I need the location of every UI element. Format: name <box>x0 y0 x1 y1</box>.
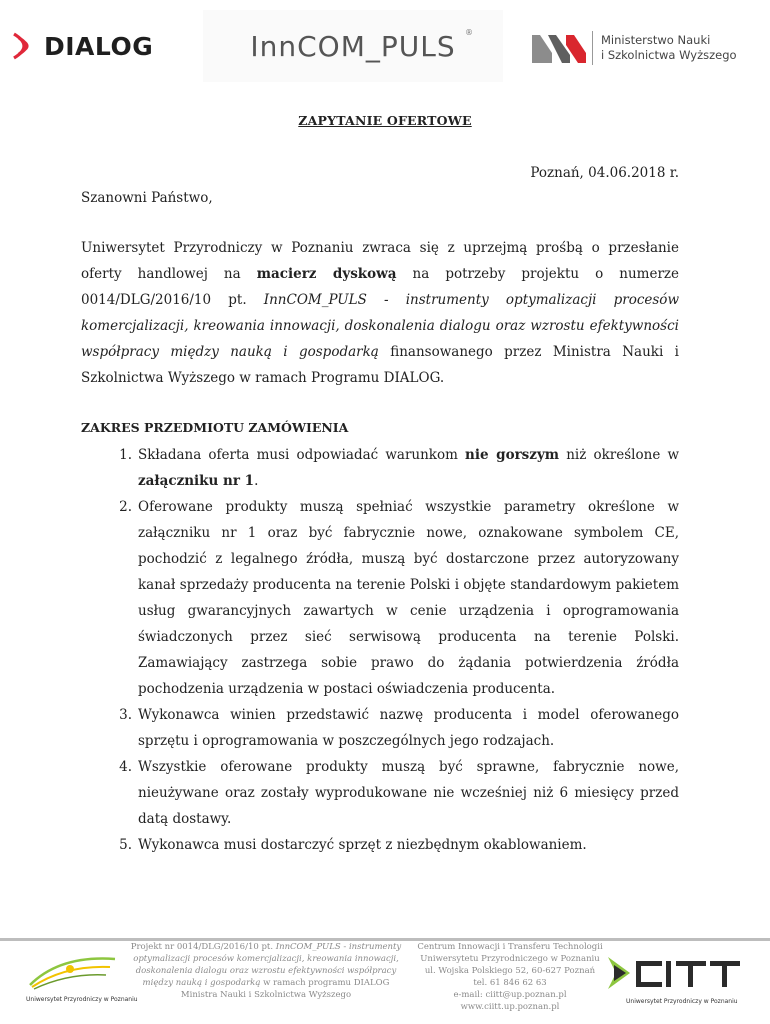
footer-contact-line: Centrum Innowacji i Transferu Technologii <box>417 942 603 952</box>
up-poznan-logo <box>20 945 138 1005</box>
registered-mark: ® <box>465 28 473 37</box>
dialog-logo-text: DIALOG <box>44 31 154 61</box>
item-1-bold-1: nie gorszym <box>465 447 560 463</box>
item-1-bold-2: załączniku nr 1 <box>138 473 255 489</box>
footer-project-mid: w ramach programu DIALOG <box>260 978 390 988</box>
footer-project-title: InnCOM_PULS - instrumenty optymalizacji procesów komercjalizacji, kreowania innowacji, doskonalenia dialogu oraz wzrostu efektywności współpracy między nauką i gospodarką <box>133 942 402 988</box>
document-header <box>0 0 770 92</box>
intro-bold: macierz dyskową <box>256 266 397 282</box>
list-item-text: Wykonawca musi dostarczyć sprzęt z niezbędnym okablowaniem. <box>138 837 587 853</box>
intro-text-3: finansowanego przez Ministra Nauki i Szkolnictwa Wyższego w ramach Programu DIALOG. <box>81 344 679 386</box>
up-poznan-logo-caption: Uniwersytet Przyrodniczy w Poznaniu <box>26 996 138 1003</box>
footer-contact-line: Uniwersytetu Przyrodniczego w Poznaniu <box>420 954 600 964</box>
intro-text-2: na potrzeby projektu o numerze 0014/DLG/2016/10 pt. <box>81 266 680 308</box>
list-item-number: 3. <box>119 707 132 723</box>
list-item <box>81 442 679 494</box>
list-item-number: 4. <box>119 759 132 775</box>
list-item-text: Oferowane produkty muszą spełniać wszystkie parametry określone w załączniku nr 1 oraz być fabrycznie nowe, oznakowane symbolem CE, pochodzić z legalnego źródła, muszą być dostarczone przez autoryzowany kanał sprzedaży producenta na terenie Polski i objęte standardowym pakietem usług gwarancyjnych zawartych w cenie urządzenia i oprogramowania świadczonych przez sieć serwisową producenta na terenie Polski. Zamawiający zastrzega sobie prawo do żądania potwierdzenia źródła pochodzenia urządzenia w postaci oświadczenia producenta. <box>138 499 679 697</box>
section-heading: ZAKRES PRZEDMIOTU ZAMÓWIENIA <box>81 420 349 435</box>
up-poznan-logo-mark-icon <box>20 945 125 993</box>
intro-text-1: Uniwersytet Przyrodniczy w Poznaniu zwraca się z uprzejmą prośbą o przesłanie oferty handlowej na <box>81 240 679 282</box>
list-item <box>81 754 679 832</box>
footer-contact-email: e-mail: ciitt@up.poznan.pl <box>453 990 567 1000</box>
citt-logo <box>608 955 748 1005</box>
footer-contact-website: www.ciitt.up.poznan.pl <box>460 1002 560 1012</box>
list-item <box>81 494 679 702</box>
footer-contact <box>410 941 610 1013</box>
footer-contact-line: ul. Wojska Polskiego 52, 60-627 Poznań <box>424 966 596 976</box>
list-item-number: 5. <box>119 837 132 853</box>
dialog-logo <box>8 26 158 66</box>
item-1-text-d: . <box>254 473 259 489</box>
greeting: Szanowni Państwo, <box>81 190 213 206</box>
list-item <box>81 702 679 754</box>
intro-project-title: InnCOM_PULS - instrumenty optymalizacji procesów komercjalizacji, kreowania innowacji, doskonalenia dialogu oraz wzrostu efektywności współpracy między nauką i gospodarką <box>81 292 679 360</box>
list-item-number: 1. <box>119 447 132 463</box>
ministry-logo-mark-icon <box>530 31 588 65</box>
list-item-text <box>138 442 679 494</box>
footer-contact-line: tel. 61 846 62 63 <box>473 978 547 988</box>
citt-logo-mark-icon <box>608 955 748 991</box>
footer-project-last: Ministra Nauki i Szkolnictwa Wyższego <box>180 990 352 1000</box>
document-date: Poznań, 04.06.2018 r. <box>530 165 679 181</box>
inncom-puls-logo-text: InnCOM_PULS <box>250 29 456 63</box>
ministry-logo-text <box>601 33 737 63</box>
citt-logo-caption: Uniwersytet Przyrodniczy w Poznaniu <box>626 998 738 1005</box>
ministry-logo <box>530 25 760 71</box>
list-item-number: 2. <box>119 499 132 515</box>
footer-project-info <box>124 941 408 1001</box>
list-item-text: Wszystkie oferowane produkty muszą być sprawne, fabrycznie nowe, nieużywane oraz zostały wyprodukowane nie wcześniej niż 6 miesięcy przed datą dostawy. <box>138 759 679 827</box>
list-item-text: Wykonawca winien przedstawić nazwę producenta i model oferowanego sprzętu i oprogramowania w poszczególnych jego rodzajach. <box>138 707 679 749</box>
ministry-line-2: i Szkolnictwa Wyższego <box>601 48 737 62</box>
requirements-list <box>81 442 679 858</box>
intro-paragraph <box>81 235 679 391</box>
list-item <box>81 832 679 858</box>
inncom-puls-logo <box>203 10 503 82</box>
item-1-text-c: niż określone w <box>559 447 680 463</box>
ministry-line-1: Ministerstwo Nauki <box>601 33 711 47</box>
item-1-text-a: Składana oferta musi odpowiadać warunkom <box>138 447 466 463</box>
dialog-logo-mark-icon <box>8 30 40 62</box>
footer-project-prefix: Projekt nr 0014/DLG/2016/10 pt. <box>130 942 276 952</box>
document-title: ZAPYTANIE OFERTOWE <box>298 113 472 128</box>
ministry-logo-divider <box>592 31 593 65</box>
